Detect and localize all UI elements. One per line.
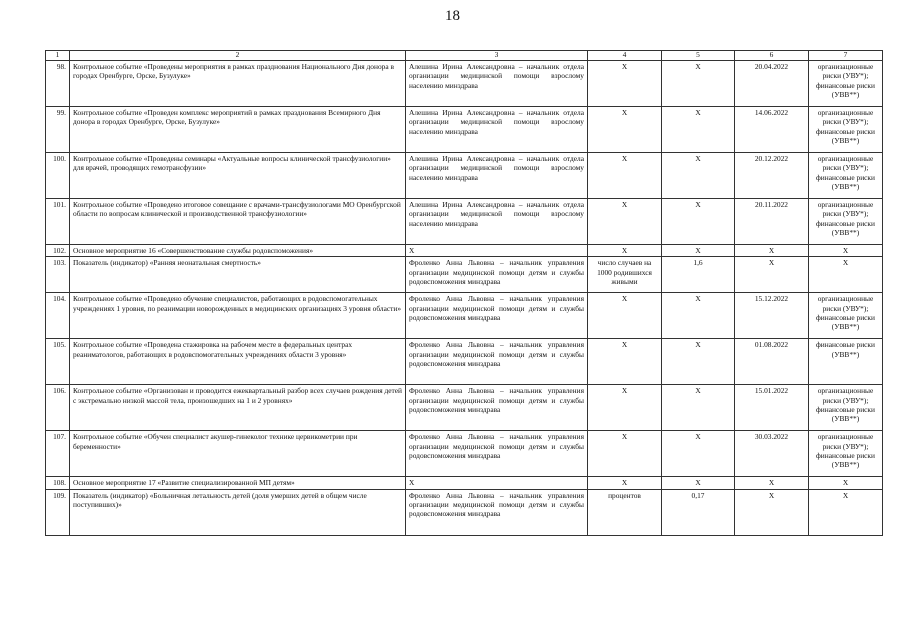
unit-of-measure: X bbox=[588, 385, 662, 431]
indicator-value: X bbox=[662, 385, 735, 431]
table-row bbox=[46, 293, 883, 339]
unit-of-measure: X bbox=[588, 245, 662, 257]
row-number: 109. bbox=[46, 489, 70, 535]
indicator-value: X bbox=[662, 61, 735, 107]
unit-of-measure: X bbox=[588, 293, 662, 339]
unit-of-measure: X bbox=[588, 431, 662, 477]
event-description: Контрольное событие «Организован и проводится ежеквартальный разбор всех случаев рождения детей с экстремально низкой массой тела, произошедших на 1 и 2 уровнях» bbox=[70, 385, 406, 431]
column-header: 6 bbox=[735, 51, 809, 61]
row-number: 103. bbox=[46, 257, 70, 293]
table-row bbox=[46, 477, 883, 489]
completion-date: 01.08.2022 bbox=[735, 339, 809, 385]
row-number: 107. bbox=[46, 431, 70, 477]
unit-of-measure: X bbox=[588, 61, 662, 107]
indicator-value: X bbox=[662, 245, 735, 257]
responsible-person: Фроленко Анна Львовна – начальник управления организации медицинской помощи детям и службы родовспоможения минздрава bbox=[406, 339, 588, 385]
completion-date: 20.11.2022 bbox=[735, 199, 809, 245]
unit-of-measure: X bbox=[588, 107, 662, 153]
event-description: Контрольное событие «Обучен специалист акушер-гинеколог технике цервикометрии при беременности» bbox=[70, 431, 406, 477]
risk-type: организационные риски (УВУ*); финансовые риски (УВВ**) bbox=[809, 199, 883, 245]
risk-type: организационные риски (УВУ*); финансовые риски (УВВ**) bbox=[809, 153, 883, 199]
plan-table bbox=[45, 50, 883, 536]
row-number: 101. bbox=[46, 199, 70, 245]
header-row bbox=[46, 51, 883, 61]
risk-type: X bbox=[809, 477, 883, 489]
event-description: Контрольное событие «Проведены мероприятия в рамках празднования Национального Дня донора в городах Оренбурге, Орске, Бузулуке» bbox=[70, 61, 406, 107]
event-description: Контрольное событие «Проведено обучение специалистов, работающих в родовспомогательных учреждениях 1 уровня, по реанимации новорожденных в медицинских организациях 3 уровня области» bbox=[70, 293, 406, 339]
risk-type: организационные риски (УВУ*); финансовые риски (УВВ**) bbox=[809, 107, 883, 153]
risk-type: финансовые риски (УВВ**) bbox=[809, 339, 883, 385]
table-row bbox=[46, 153, 883, 199]
completion-date: X bbox=[735, 257, 809, 293]
risk-type: организационные риски (УВУ*); финансовые риски (УВВ**) bbox=[809, 385, 883, 431]
column-header: 3 bbox=[406, 51, 588, 61]
completion-date: X bbox=[735, 489, 809, 535]
indicator-value: 1,6 bbox=[662, 257, 735, 293]
risk-type: организационные риски (УВУ*); финансовые риски (УВВ**) bbox=[809, 61, 883, 107]
event-description: Основное мероприятие 16 «Совершенствование службы родовспоможения» bbox=[70, 245, 406, 257]
completion-date: 20.12.2022 bbox=[735, 153, 809, 199]
event-description: Основное мероприятие 17 «Развитие специализированной МП детям» bbox=[70, 477, 406, 489]
table-row bbox=[46, 431, 883, 477]
indicator-value: X bbox=[662, 293, 735, 339]
row-number: 105. bbox=[46, 339, 70, 385]
indicator-value: X bbox=[662, 339, 735, 385]
responsible-person: Алешина Ирина Александровна – начальник отдела организации медицинской помощи взрослому населению минздрава bbox=[406, 199, 588, 245]
unit-of-measure: число случаев на 1000 родившихся живыми bbox=[588, 257, 662, 293]
completion-date: 14.06.2022 bbox=[735, 107, 809, 153]
risk-type: X bbox=[809, 257, 883, 293]
risk-type: X bbox=[809, 245, 883, 257]
row-number: 100. bbox=[46, 153, 70, 199]
event-description: Показатель (индикатор) «Ранняя неонатальная смертность» bbox=[70, 257, 406, 293]
row-number: 98. bbox=[46, 61, 70, 107]
risk-type: организационные риски (УВУ*); финансовые риски (УВВ**) bbox=[809, 431, 883, 477]
unit-of-measure: X bbox=[588, 477, 662, 489]
row-number: 104. bbox=[46, 293, 70, 339]
responsible-person: Фроленко Анна Львовна – начальник управления организации медицинской помощи детям и службы родовспоможения минздрава bbox=[406, 257, 588, 293]
table-row bbox=[46, 489, 883, 535]
table-row bbox=[46, 245, 883, 257]
indicator-value: X bbox=[662, 477, 735, 489]
responsible-person: Фроленко Анна Львовна – начальник управления организации медицинской помощи детям и службы родовспоможения минздрава bbox=[406, 489, 588, 535]
completion-date: 20.04.2022 bbox=[735, 61, 809, 107]
row-number: 106. bbox=[46, 385, 70, 431]
indicator-value: 0,17 bbox=[662, 489, 735, 535]
table-row bbox=[46, 339, 883, 385]
unit-of-measure: X bbox=[588, 153, 662, 199]
risk-type: X bbox=[809, 489, 883, 535]
completion-date: 30.03.2022 bbox=[735, 431, 809, 477]
event-description: Контрольное событие «Проведено итоговое совещание с врачами-трансфузиологами МО Оренбургской области по вопросам клинической и производственной трансфузиологии» bbox=[70, 199, 406, 245]
responsible-person: Алешина Ирина Александровна – начальник отдела организации медицинской помощи взрослому населению минздрава bbox=[406, 153, 588, 199]
table-row bbox=[46, 257, 883, 293]
event-description: Показатель (индикатор) «Больничная летальность детей (доля умерших детей в общем числе поступивших)» bbox=[70, 489, 406, 535]
table-row bbox=[46, 61, 883, 107]
responsible-person: Фроленко Анна Львовна – начальник управления организации медицинской помощи детям и службы родовспоможения минздрава bbox=[406, 385, 588, 431]
indicator-value: X bbox=[662, 199, 735, 245]
event-description: Контрольное событие «Проведены семинары «Актуальные вопросы клинической трансфузиологии» для врачей, проводящих гемотрансфузии» bbox=[70, 153, 406, 199]
column-header: 5 bbox=[662, 51, 735, 61]
indicator-value: X bbox=[662, 107, 735, 153]
indicator-value: X bbox=[662, 153, 735, 199]
event-description: Контрольное событие «Проведена стажировка на рабочем месте в федеральных центрах реаниматологов, работающих в родовспомогательных учреждениях области 3 уровня» bbox=[70, 339, 406, 385]
event-description: Контрольное событие «Проведен комплекс мероприятий в рамках празднования Всемирного Дня донора в городах Оренбурге, Орске, Бузулуке» bbox=[70, 107, 406, 153]
column-header: 4 bbox=[588, 51, 662, 61]
column-header: 1 bbox=[46, 51, 70, 61]
row-number: 108. bbox=[46, 477, 70, 489]
responsible-person: Алешина Ирина Александровна – начальник отдела организации медицинской помощи взрослому населению минздрава bbox=[406, 61, 588, 107]
table-row bbox=[46, 385, 883, 431]
completion-date: X bbox=[735, 245, 809, 257]
unit-of-measure: X bbox=[588, 339, 662, 385]
column-header: 2 bbox=[70, 51, 406, 61]
table-row bbox=[46, 107, 883, 153]
row-number: 102. bbox=[46, 245, 70, 257]
page-number: 18 bbox=[445, 8, 460, 24]
responsible-person: Алешина Ирина Александровна – начальник отдела организации медицинской помощи взрослому населению минздрава bbox=[406, 107, 588, 153]
row-number: 99. bbox=[46, 107, 70, 153]
responsible-person: X bbox=[406, 477, 588, 489]
column-header: 7 bbox=[809, 51, 883, 61]
completion-date: X bbox=[735, 477, 809, 489]
responsible-person: X bbox=[406, 245, 588, 257]
table-row bbox=[46, 199, 883, 245]
risk-type: организационные риски (УВУ*); финансовые риски (УВВ**) bbox=[809, 293, 883, 339]
indicator-value: X bbox=[662, 431, 735, 477]
unit-of-measure: процентов bbox=[588, 489, 662, 535]
unit-of-measure: X bbox=[588, 199, 662, 245]
completion-date: 15.01.2022 bbox=[735, 385, 809, 431]
responsible-person: Фроленко Анна Львовна – начальник управления организации медицинской помощи детям и службы родовспоможения минздрава bbox=[406, 293, 588, 339]
completion-date: 15.12.2022 bbox=[735, 293, 809, 339]
responsible-person: Фроленко Анна Львовна – начальник управления организации медицинской помощи детям и службы родовспоможения минздрава bbox=[406, 431, 588, 477]
